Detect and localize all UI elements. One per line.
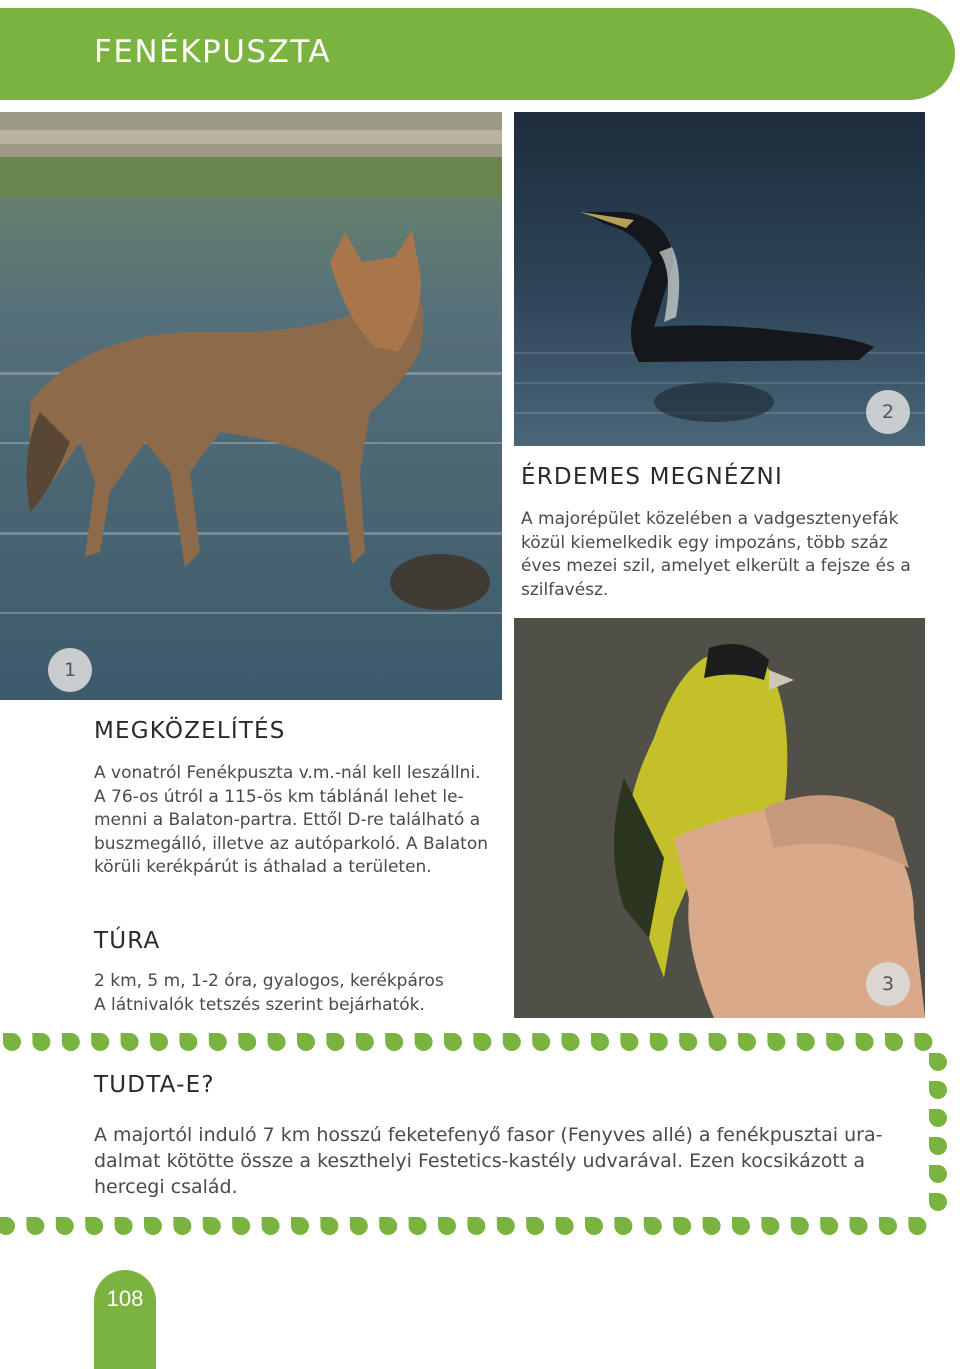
leaf-dot <box>268 1033 286 1051</box>
leaf-dot <box>350 1217 368 1235</box>
leaf-dot <box>144 1217 162 1235</box>
section-body-tura <box>94 970 504 1017</box>
leaf-dot <box>614 1217 632 1235</box>
leaf-dot <box>497 1217 515 1235</box>
leaf-dot <box>150 1033 168 1051</box>
leaf-dot <box>179 1033 197 1051</box>
photo-cormorant <box>514 112 925 446</box>
leaf-dot <box>356 1033 374 1051</box>
leaf-dot <box>121 1033 139 1051</box>
section-body-megkozelites <box>94 762 504 880</box>
leaf-dot <box>415 1033 433 1051</box>
leaf-dot <box>32 1033 50 1051</box>
leaf-dot <box>885 1033 903 1051</box>
page-title: FENÉKPUSZTA <box>94 34 332 70</box>
text-line: A 76-os útról a 115-ös km táblánál lehet le- <box>94 786 464 807</box>
leaf-dot <box>526 1217 544 1235</box>
leaf-dot <box>679 1033 697 1051</box>
leaf-dot <box>738 1033 756 1051</box>
leaf-dot <box>908 1217 926 1235</box>
leaf-dot <box>585 1217 603 1235</box>
leaf-dot <box>820 1217 838 1235</box>
text-line: A majorépület közelében a vadgesztenyefák <box>521 509 899 529</box>
photo-badge-3: 3 <box>866 962 910 1006</box>
leaf-dot <box>238 1033 256 1051</box>
leaf-dot <box>173 1217 191 1235</box>
leaf-dot <box>444 1033 462 1051</box>
text-line: menni a Balaton-partra. Ettől D-re található a <box>94 810 481 830</box>
leaf-dot <box>673 1217 691 1235</box>
leaf-dot <box>0 1217 15 1235</box>
leaf-dot <box>850 1217 868 1235</box>
photo-badge-2: 2 <box>866 390 910 434</box>
text-line: buszmegálló, illetve az autóparkoló. A Balaton <box>94 833 489 854</box>
text-line: közül kiemelkedik egy impozáns, több száz <box>521 532 888 553</box>
leaf-dot <box>929 1137 947 1155</box>
leaf-dot <box>26 1217 44 1235</box>
leaf-dot <box>467 1217 485 1235</box>
leaf-dot <box>856 1033 874 1051</box>
text-line: 2 km, 5 m, 1-2 óra, gyalogos, kerékpáros <box>94 971 444 991</box>
leaf-dot <box>473 1033 491 1051</box>
leaf-dot <box>929 1109 947 1127</box>
leaf-dot <box>91 1033 109 1051</box>
leaf-dot <box>320 1217 338 1235</box>
leaf-dot <box>914 1033 932 1051</box>
leaf-dot <box>503 1033 521 1051</box>
leaf-dot <box>438 1217 456 1235</box>
page-number-tab <box>94 1270 156 1369</box>
page-number: 108 <box>106 1286 144 1311</box>
leaf-dot <box>732 1217 750 1235</box>
leaf-dot <box>56 1217 74 1235</box>
section-title-tudta: TUDTA-E? <box>94 1072 215 1098</box>
leaf-dot <box>797 1033 815 1051</box>
leaf-dot <box>929 1081 947 1099</box>
section-body-erdemes <box>521 508 926 602</box>
leaf-dot <box>767 1033 785 1051</box>
leaf-dot <box>644 1217 662 1235</box>
section-title-tura: TÚRA <box>94 928 161 954</box>
leaf-dot <box>650 1033 668 1051</box>
text-line: éves mezei szil, amelyet elkerült a fejsze és a <box>521 556 911 576</box>
text-line: hercegi család. <box>94 1176 238 1198</box>
leaf-dot <box>385 1033 403 1051</box>
text-line: A majortól induló 7 km hosszú feketefenyő fasor (Fenyves allé) a fenékpusztai ura- <box>94 1124 883 1146</box>
text-line: szilfavész. <box>521 579 609 600</box>
leaf-dot <box>929 1193 947 1211</box>
leaf-dot <box>556 1217 574 1235</box>
leaf-dot <box>85 1217 103 1235</box>
photo-jackal <box>0 112 502 700</box>
leaf-dot <box>62 1033 80 1051</box>
leaf-dot <box>879 1217 897 1235</box>
leaf-dot <box>232 1217 250 1235</box>
leaf-dot <box>209 1033 227 1051</box>
leaf-dot <box>532 1033 550 1051</box>
text-line: dalmat kötötte össze a keszthelyi Festetics-kastély udvarával. Ezen kocsikázott a <box>94 1150 865 1172</box>
photo-siskin <box>514 618 925 1018</box>
leaf-dot <box>709 1033 727 1051</box>
section-title-megkozelites: MEGKÖZELÍTÉS <box>94 718 286 744</box>
text-line: A látnivalók tetszés szerint bejárhatók. <box>94 994 425 1015</box>
leaf-dot <box>262 1217 280 1235</box>
leaf-dot <box>203 1217 221 1235</box>
leaf-dot <box>761 1217 779 1235</box>
text-line: körüli kerékpárút is áthalad a területen. <box>94 857 432 877</box>
text-line: A vonatról Fenékpuszta v.m.-nál kell leszállni. <box>94 763 481 783</box>
leaf-dot <box>703 1217 721 1235</box>
leaf-dot <box>115 1217 133 1235</box>
leaf-dot <box>409 1217 427 1235</box>
leaf-dot <box>929 1053 947 1071</box>
leaf-dot <box>826 1033 844 1051</box>
photo-badge-1: 1 <box>48 648 92 692</box>
leaf-dot <box>297 1033 315 1051</box>
leaf-dot <box>326 1033 344 1051</box>
leaf-dot <box>379 1217 397 1235</box>
leaf-dot <box>929 1165 947 1183</box>
leaf-dot <box>562 1033 580 1051</box>
leaf-dot <box>791 1217 809 1235</box>
section-title-erdemes: ÉRDEMES MEGNÉZNI <box>521 464 783 490</box>
leaf-dot <box>591 1033 609 1051</box>
leaf-dot <box>3 1033 21 1051</box>
leaf-dot <box>620 1033 638 1051</box>
section-body-tudta <box>94 1122 904 1200</box>
leaf-dot <box>291 1217 309 1235</box>
